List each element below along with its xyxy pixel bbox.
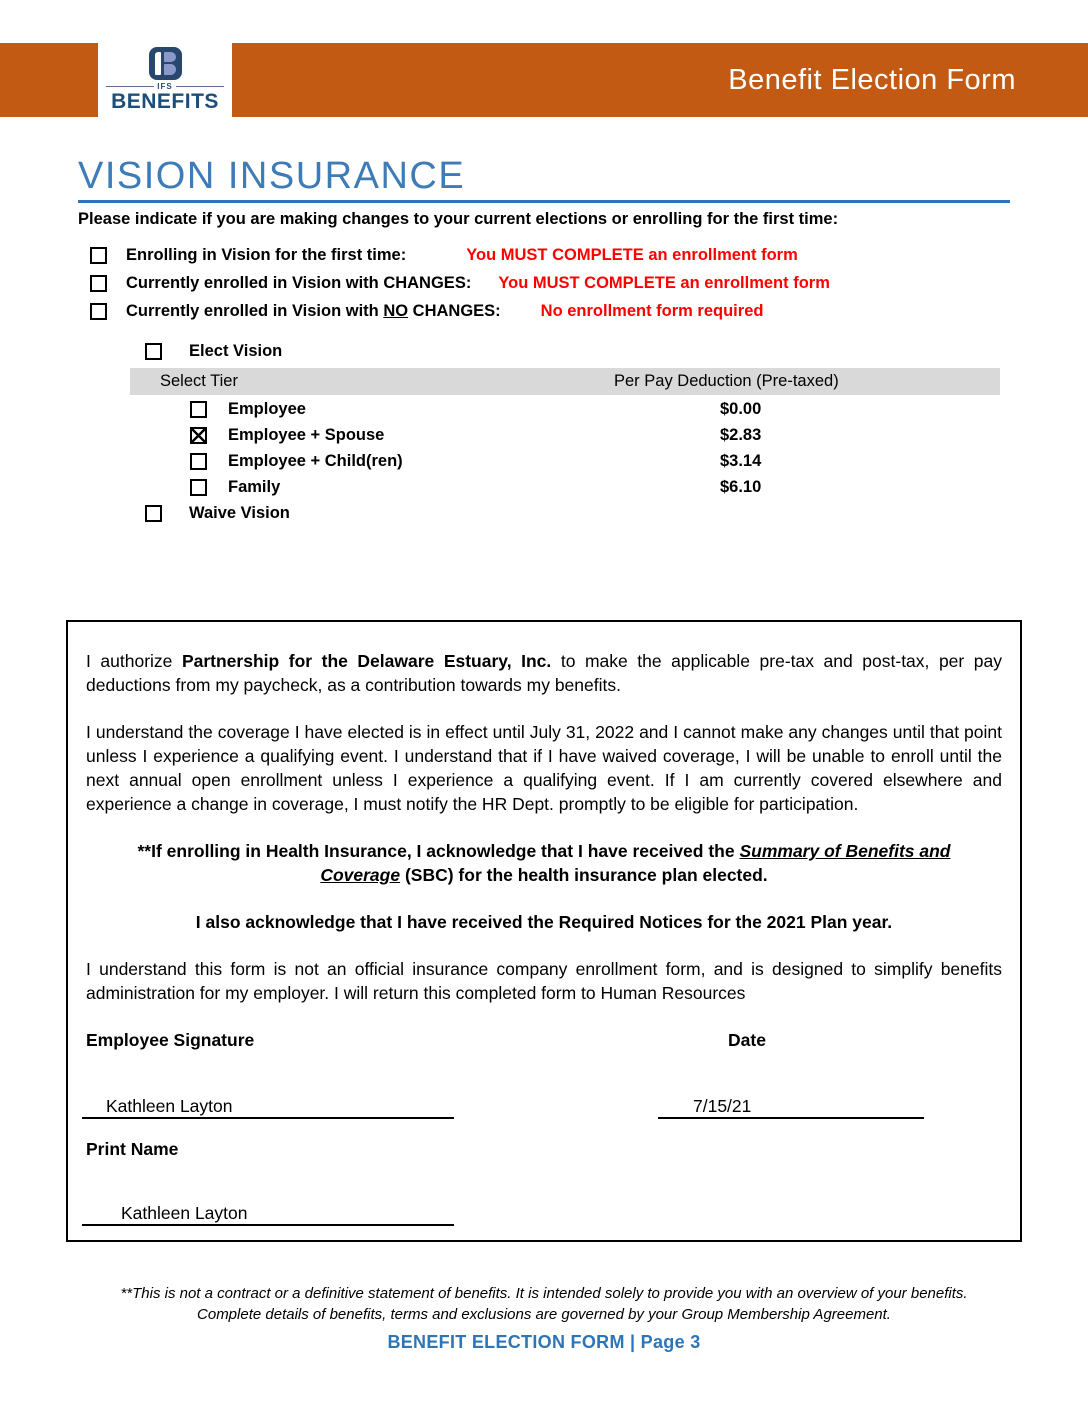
tier-label: Employee + Child(ren): [228, 451, 403, 470]
print-name-row: [86, 1201, 1002, 1228]
sbc-document-title: Summary of Benefits and Coverage: [320, 841, 951, 885]
checkbox-waive-vision[interactable]: [145, 505, 162, 522]
date-field[interactable]: 7/15/21: [658, 1094, 924, 1119]
tier-label: Employee + Spouse: [228, 425, 385, 444]
coverage-terms-paragraph: I understand the coverage I have elected is in effect until July 31, 2022 and I cannot make any changes until that point unless I experience a qualifying event. I understand that if I have waived coverage, I will be unable to enroll until the next annual open enrollment unless I experience a qualifying event. If I am currently covered elsewhere and experience a change in coverage, I must notify the HR Dept. promptly to be eligible for participation.: [86, 722, 1002, 814]
logo-benefits-text: BENEFITS: [111, 90, 219, 113]
employee-signature-label: Employee Signature: [86, 1030, 255, 1050]
checkbox-enrolled-with-changes[interactable]: [90, 275, 107, 292]
date-label: Date: [728, 1030, 766, 1050]
ifs-benefits-logo-icon: [149, 47, 182, 80]
option-row-enrolled-with-changes: [90, 274, 1010, 293]
elect-vision-row: [145, 342, 1010, 361]
disclaimer-line-2: Complete details of benefits, terms and exclusions are governed by your Group Membership Agreement.: [197, 1306, 891, 1323]
authorization-paragraph: I authorize Partnership for the Delaware Estuary, Inc. to make the applicable pre-tax and post-tax, per pay deductions from my paycheck, as a contribution towards my benefits.: [86, 651, 1003, 695]
footer-page-label: BENEFIT ELECTION FORM | Page 3: [387, 1332, 701, 1352]
required-notices-paragraph: I also acknowledge that I have received the Required Notices for the 2021 Plan year.: [195, 912, 893, 932]
checkbox-enrolled-no-changes[interactable]: [90, 303, 107, 320]
tier-label: Employee: [228, 399, 306, 418]
tier-amount: $2.83: [720, 425, 762, 444]
column-header-per-pay-deduction: Per Pay Deduction (Pre-taxed): [614, 372, 839, 390]
enrollment-options: [78, 246, 1010, 321]
form-header-title: Benefit Election Form: [728, 63, 1016, 96]
print-name-field[interactable]: Kathleen Layton: [82, 1201, 454, 1226]
tier-amount: $3.14: [720, 451, 762, 470]
checkbox-enrolling-first-time[interactable]: [90, 247, 107, 264]
tier-label: Family: [228, 477, 281, 496]
waive-vision-row: [145, 504, 1010, 523]
form-purpose-paragraph: I understand this form is not an official insurance company enrollment form, and is designed to simplify benefits administration for my employer. I will return this completed form to Human Resources: [86, 959, 1002, 1003]
signature-labels-row: [86, 1028, 1002, 1052]
checkbox-tier-employee-children[interactable]: [190, 453, 207, 470]
tier-amount: $0.00: [720, 399, 762, 418]
authorization-box: [66, 620, 1022, 1242]
option-note: You MUST COMPLETE an enrollment form: [498, 274, 830, 292]
page-title: VISION INSURANCE: [78, 155, 1010, 203]
disclaimer-line-1: **This is not a contract or a definitive statement of benefits. It is intended solely to provide you with an overview of your benefits.: [120, 1285, 968, 1302]
ifs-benefits-logo: [98, 43, 232, 117]
tier-row-employee-children: [190, 452, 1010, 470]
tier-table-header: [130, 368, 1000, 395]
form-content: [78, 155, 1010, 523]
sbc-acknowledgement-paragraph: **If enrolling in Health Insurance, I acknowledge that I have received the Summary of Benefits and Coverage (SBC) for the health insurance plan elected.: [137, 841, 951, 885]
column-header-select-tier: Select Tier: [160, 372, 238, 390]
option-note: No enrollment form required: [540, 302, 764, 320]
waive-vision-label: Waive Vision: [189, 504, 290, 522]
tier-amount: $6.10: [720, 477, 762, 496]
intro-instruction: Please indicate if you are making changes to your current elections or enrolling for the first time:: [78, 210, 839, 228]
logo-rule-left: [106, 86, 154, 87]
checkbox-tier-employee[interactable]: [190, 401, 207, 418]
option-label: Enrolling in Vision for the first time:: [126, 246, 407, 264]
option-note: You MUST COMPLETE an enrollment form: [466, 246, 798, 264]
employer-name: Partnership for the Delaware Estuary, Inc.: [181, 651, 552, 671]
employee-signature-field[interactable]: Kathleen Layton: [82, 1094, 454, 1119]
checkbox-tier-employee-spouse-checked[interactable]: [190, 427, 207, 444]
logo-b-bottom: [164, 64, 176, 75]
checkbox-tier-family[interactable]: [190, 479, 207, 496]
option-label: Currently enrolled in Vision with CHANGES:: [126, 274, 472, 292]
logo-rule-right: [176, 86, 224, 87]
header-bar: [0, 43, 1088, 117]
logo-b-top: [164, 52, 176, 62]
tier-row-employee-spouse: [190, 426, 1010, 444]
logo-i-bar: [155, 52, 161, 75]
page-footer: [0, 1283, 1088, 1353]
option-row-enrolled-no-changes: [90, 302, 1010, 321]
logo-ifs-text: IFS: [157, 82, 173, 91]
print-name-label: Print Name: [86, 1139, 179, 1159]
tier-table-rows: [78, 400, 1010, 496]
option-label: Currently enrolled in Vision with NO CHANGES:: [126, 302, 501, 320]
tier-row-employee: [190, 400, 1010, 418]
signature-row: [86, 1094, 1002, 1121]
checkbox-elect-vision[interactable]: [145, 343, 162, 360]
tier-row-family: [190, 478, 1010, 496]
option-row-enrolling-first-time: [90, 246, 1010, 265]
elect-vision-label: Elect Vision: [189, 342, 283, 360]
